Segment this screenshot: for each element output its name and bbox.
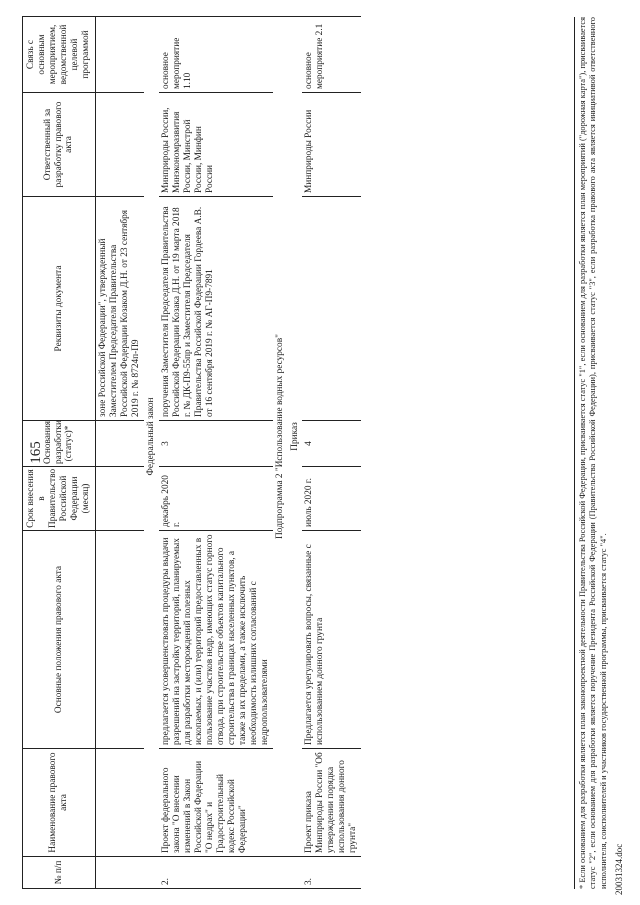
document-id: 20031324.doc [614, 843, 624, 895]
row-deadline: июль 2020 г. [302, 467, 361, 531]
legal-acts-table [22, 16, 361, 889]
page-number: 165 [28, 441, 44, 464]
header-link: Связь с основным мероприятием, ведомственной целевой программой [23, 17, 96, 93]
section-row-order [288, 17, 303, 889]
carryover-row [96, 17, 144, 889]
header-provisions: Основные положения правового акта [23, 531, 96, 749]
header-requisites: Реквизиты документа [23, 197, 96, 421]
header-deadline: Срок внесения в Правительство Российской Федерации (месяц) [23, 467, 96, 531]
row-requisites: поручения Заместителя Председателя Правительства Российской Федерации Козака Д.Н. от 19 марта 2018 г. № ДК-П9-55пр и Заместителя Председателя Правительства Российской Федерации Гордеева А.В. от 16 сентября 2019 г. № АГ-П9-7891 [159, 197, 273, 421]
header-name: Наименование правового акта [23, 749, 96, 857]
row-num: 2. [159, 857, 273, 889]
row-requisites [302, 197, 361, 421]
row-provisions: предлагается усовершенствовать процедуры выдачи разрешений на застройку территорий, планируемых для разработки месторождений полезных ископаемых, и (или) территорий предоставленных в пользование участков недр, имеющих статус горного отвода, при строительстве объектов капитального строительства в границах населенных пунктов, а также за их пределами, а также исключить необходимость излишних согласований с недропользователями [159, 531, 273, 749]
section-federal-law: Федеральный закон [144, 17, 159, 857]
section-row-subprogram [273, 17, 288, 889]
header-num: № п/п [23, 857, 96, 889]
row-basis: 3 [159, 421, 273, 467]
row-deadline: декабрь 2020 г. [159, 467, 273, 531]
section-row-federal-law [144, 17, 159, 889]
row-link: основное мероприятие 1.10 [159, 17, 273, 93]
row-basis: 4 [302, 421, 361, 467]
row-link: основное мероприятие 2.1 [302, 17, 361, 93]
header-basis: Основания разработки (статус)* [23, 421, 96, 467]
header-responsible: Ответственный за разработку правового акта [23, 93, 96, 197]
section-order: Приказ [288, 17, 303, 857]
footnote: * Если основанием для разработки является план законопроектной деятельности Правительства Российской Федерации, присваивается статус "1", если основанием для разработки является план мероприятий ("дорожная карта"), присваивается статус "2", если основанием для разработки является поручение Президента Российской Федерации (Правительства Российской Федерации), присваивается статус "3", если разработка правового акта является инициативой ответственного исполнителя, соисполнителей и участников государственной программы, присваивается статус "4". [574, 17, 609, 889]
row-name: Проект федерального закона "О внесении изменений в Закон Российской Федерации "О недрах" и Градостроительный кодекс Российской Федерации" [159, 749, 273, 857]
row-num: 3. [302, 857, 361, 889]
table-row [302, 17, 361, 889]
section-subprogram-2: Подпрограмма 2 "Использование водных ресурсов" [273, 17, 288, 857]
carryover-requisites: зоне Российской Федерации", утвержденный Заместителем Председателя Правительства Российской Федерации Козаком Д.Н. от 23 сентября 2019 г. № 8724п-П9 [96, 197, 144, 421]
table-header-row [23, 17, 96, 889]
row-name: Проект приказа Минприроды России "Об утверждении порядка использования донного грунта" [302, 749, 361, 857]
row-responsible: Минприроды России, Минэкономразвития России, Минстрой России, Минфин России [159, 93, 273, 197]
row-provisions: Предлагается урегулировать вопросы, связанные с использованием донного грунта [302, 531, 361, 749]
row-responsible: Минприроды России [302, 93, 361, 197]
table-row [159, 17, 273, 889]
